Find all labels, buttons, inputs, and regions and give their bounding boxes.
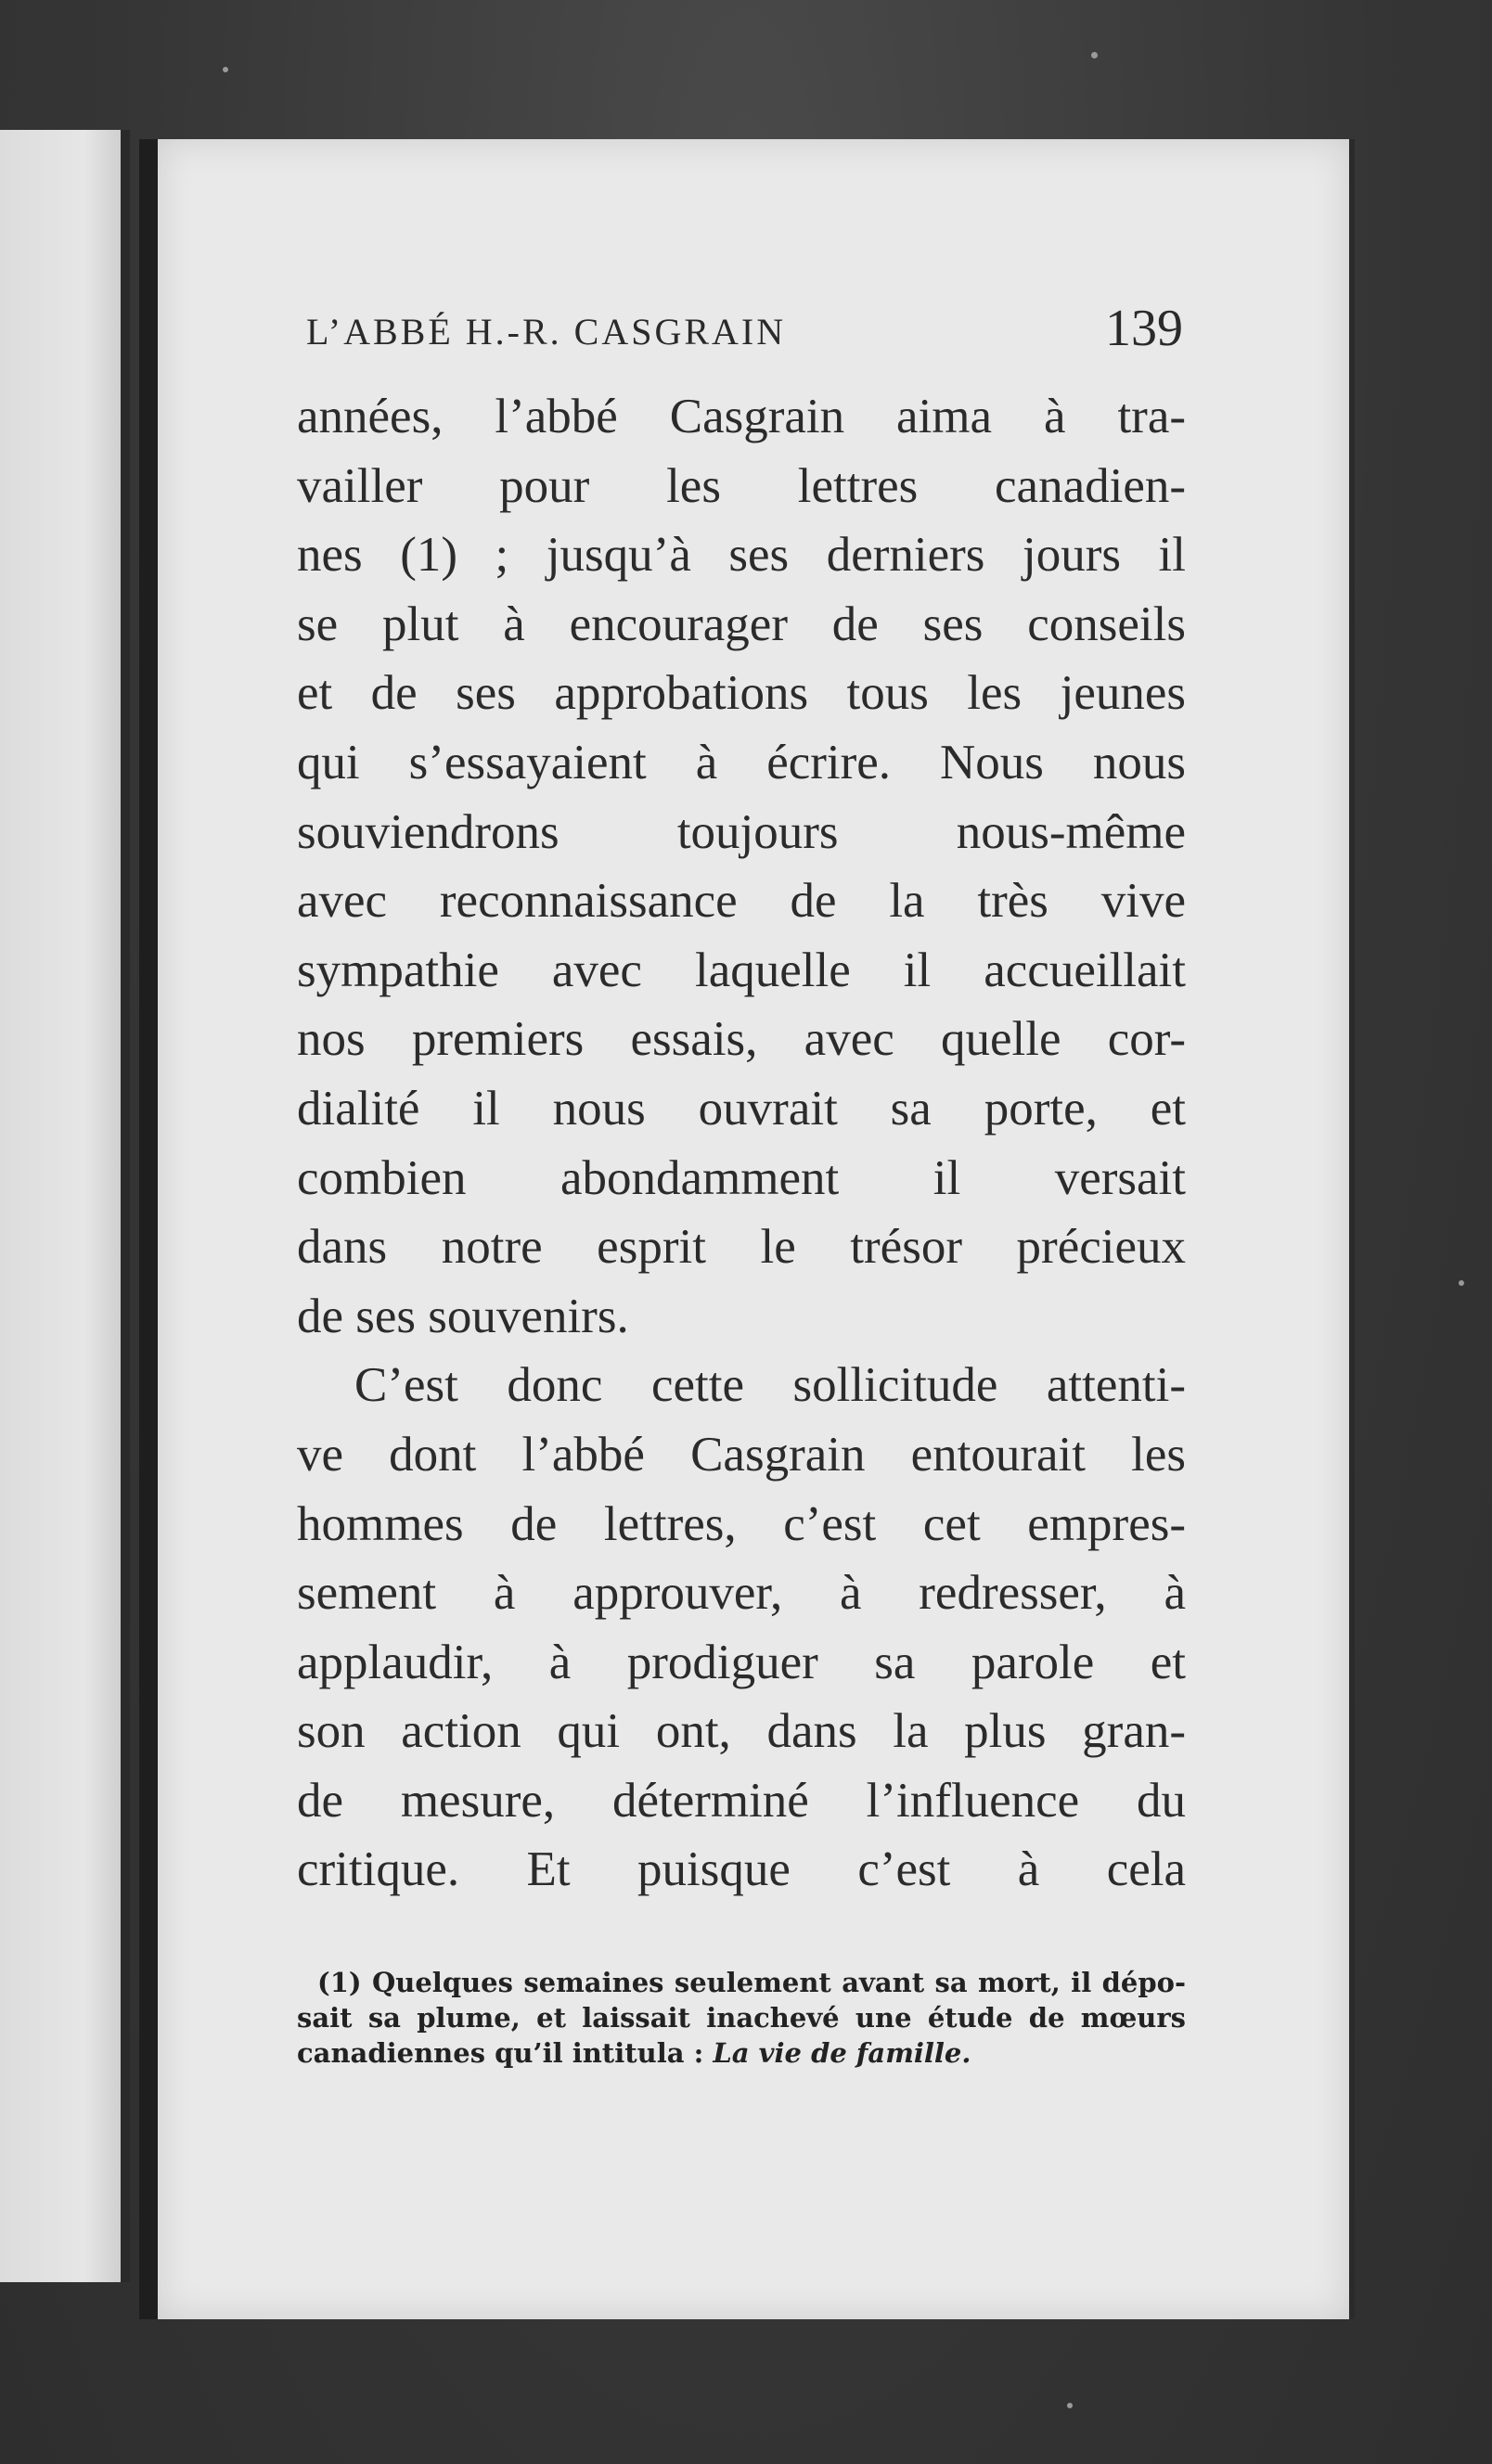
dust-speck (1067, 2403, 1073, 2408)
text-line: de mesure, déterminé l’influence du (297, 1773, 1186, 1828)
text-line: ve dont l’abbé Casgrain entourait les (297, 1427, 1186, 1482)
text-line: et de ses approbations tous les jeunes (297, 666, 1186, 721)
text-line: applaudir, à prodiguer sa parole et (297, 1635, 1186, 1689)
text-line: C’est donc cette sollicitude attenti- (354, 1358, 1186, 1413)
text-line: vailler pour les lettres canadien- (297, 458, 1186, 513)
text-line: de ses souvenirs. (297, 1289, 629, 1343)
text-line: qui s’essayaient à écrire. Nous nous (297, 735, 1186, 789)
footnote-text: canadiennes qu’il intitula : (297, 2037, 714, 2069)
running-head (306, 299, 1183, 364)
running-title: L’ABBÉ H.-R. CASGRAIN (306, 311, 787, 353)
footnote (297, 1965, 1186, 2071)
footnote-line (297, 2035, 1186, 2071)
text-line: hommes de lettres, c’est cet empres- (297, 1496, 1186, 1551)
dust-speck (1459, 1280, 1464, 1286)
text-line: années, l’abbé Casgrain aima à tra- (297, 390, 1186, 443)
page-number: 139 (1105, 300, 1183, 357)
facing-page-edge (0, 130, 130, 2282)
text-line: dans notre esprit le trésor précieux (297, 1220, 1186, 1275)
text-line: souviendrons toujours nous-même (297, 804, 1186, 859)
text-line: critique. Et puisque c’est à cela (297, 1842, 1186, 1897)
dust-speck (1091, 52, 1098, 58)
footnote-title-italic: La vie de famille. (713, 2037, 971, 2069)
text-line: nes (1) ; jusqu’à ses derniers jours il (297, 528, 1186, 583)
text-line: se plut à encourager de ses conseils (297, 597, 1186, 651)
text-line: combien abondamment il versait (297, 1150, 1186, 1205)
text-line: sympathie avec laquelle il accueillait (297, 943, 1186, 997)
text-line: nos premiers essais, avec quelle cor- (297, 1012, 1186, 1067)
dust-speck (223, 67, 228, 72)
text-line: avec reconnaissance de la très vive (297, 874, 1186, 929)
footnote-line: sait sa plume, et laissait inachevé une étude de mœurs (297, 2002, 1186, 2034)
footnote-line: (1) Quelques semaines seulement avant sa mort, il dépo- (317, 1967, 1186, 1998)
text-line: son action qui ont, dans la plus gran- (297, 1704, 1186, 1759)
body-text (297, 382, 1186, 1905)
text-line: dialité il nous ouvrait sa porte, et (297, 1081, 1186, 1136)
text-line: sement à approuver, à redresser, à (297, 1566, 1186, 1621)
